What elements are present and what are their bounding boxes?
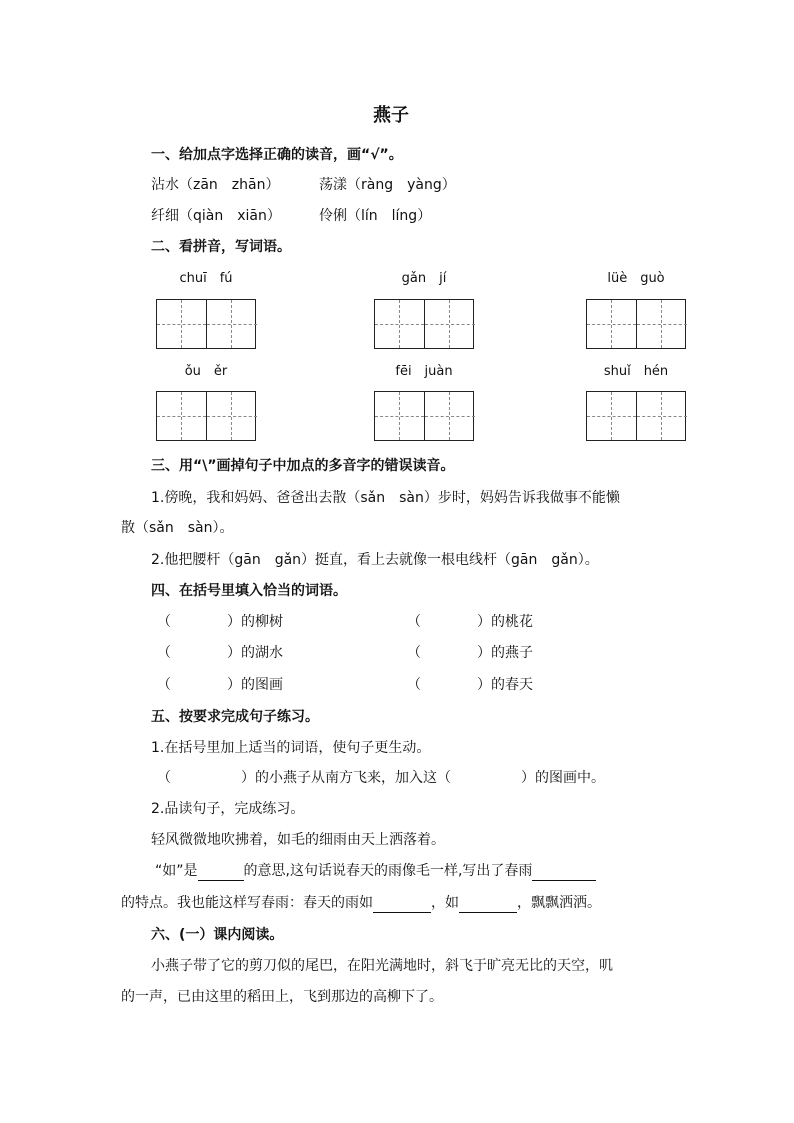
s1-word: 伶俐 [319, 208, 347, 224]
s1-word: 纤细 [151, 208, 179, 224]
s1-item-1 [151, 175, 279, 195]
pinyin-label: lüè guò [607, 271, 665, 286]
s1-options: （qiàn xiān） [179, 208, 281, 224]
writing-grid[interactable] [156, 299, 256, 349]
s3-sentence-2: 2.他把腰杆（gān gǎn）挺直，看上去就像一根电线杆（gān gǎn）。 [151, 552, 599, 568]
section-1-heading: 一、给加点字选择正确的读音，画“√”。 [151, 147, 403, 163]
fill-blank-item[interactable]: （ ）的燕子 [407, 645, 533, 661]
pinyin-label: chuī fú [179, 271, 233, 286]
s1-options: （lín líng） [347, 208, 432, 224]
section-2-heading: 二、看拼音，写词语。 [151, 239, 291, 255]
section-3-heading: 三、用“\”画掉句子中加点的多音字的错误读音。 [151, 458, 455, 474]
pinyin-label: gǎn jí [401, 271, 447, 286]
writing-grid[interactable] [374, 299, 474, 349]
fill-text: 的特点。我也能这样写春雨：春天的雨如 [121, 895, 373, 911]
section-5-heading: 五、按要求完成句子练习。 [151, 709, 319, 725]
fill-blank-item[interactable]: （ ）的春天 [407, 677, 533, 693]
s1-item-3 [151, 206, 281, 226]
s5-fill-line-2 [121, 893, 601, 913]
answer-blank[interactable] [459, 896, 517, 913]
s1-options: （zān zhān） [179, 177, 280, 193]
fill-blank-item[interactable]: （ ）的桃花 [407, 614, 533, 630]
s5-fill-line-1 [155, 861, 596, 881]
s5-fill-sentence[interactable]: （ ）的小燕子从南方飞来，加入这（ ）的图画中。 [157, 770, 605, 786]
pinyin-label: ǒu ěr [184, 364, 228, 379]
s3-sentence-1: 1.傍晚，我和妈妈、爸爸出去散（sǎn sàn）步时，妈妈告诉我做事不能懒 [151, 490, 620, 506]
fill-blank-item[interactable]: （ ）的湖水 [157, 645, 283, 661]
fill-text: “如”是 [155, 863, 198, 879]
section-6-heading: 六、(一）课内阅读。 [151, 927, 284, 943]
s5-question-1: 1.在括号里加上适当的词语，使句子更生动。 [151, 740, 431, 756]
s6-passage-line-2: 的一声，已由这里的稻田上，飞到那边的高柳下了。 [121, 989, 443, 1005]
s1-options: （ràng yàng） [347, 177, 456, 193]
answer-blank[interactable] [373, 896, 431, 913]
writing-grid[interactable] [586, 391, 686, 441]
s5-question-2: 2.品读句子，完成练习。 [151, 801, 305, 817]
s1-word: 沾水 [151, 177, 179, 193]
fill-text: ，飘飘洒洒。 [517, 895, 601, 911]
pinyin-label: fēi juàn [395, 364, 453, 379]
s6-passage-line-1: 小燕子带了它的剪刀似的尾巴，在阳光满地时，斜飞于旷亮无比的天空，叽 [151, 958, 613, 974]
answer-blank[interactable] [532, 864, 596, 881]
writing-grid[interactable] [586, 299, 686, 349]
fill-blank-item[interactable]: （ ）的柳树 [157, 614, 283, 630]
section-4-heading: 四、在括号里填入恰当的词语。 [151, 583, 347, 599]
fill-text: 的意思,这句话说春天的雨像毛一样,写出了春雨 [243, 863, 533, 879]
s3-sentence-1-cont: 散（sǎn sàn）。 [121, 520, 234, 536]
s5-quote-sentence: 轻风微微地吹拂着，如毛的细雨由天上洒落着。 [151, 832, 445, 848]
s1-item-2 [319, 175, 456, 195]
writing-grid[interactable] [374, 391, 474, 441]
page-title: 燕子 [373, 105, 409, 126]
answer-blank[interactable] [198, 864, 244, 881]
pinyin-label: shuǐ hén [603, 364, 669, 379]
s1-item-4 [319, 206, 431, 226]
s1-word: 荡漾 [319, 177, 347, 193]
fill-text: ，如 [431, 895, 459, 911]
writing-grid[interactable] [156, 391, 256, 441]
fill-blank-item[interactable]: （ ）的图画 [157, 677, 283, 693]
